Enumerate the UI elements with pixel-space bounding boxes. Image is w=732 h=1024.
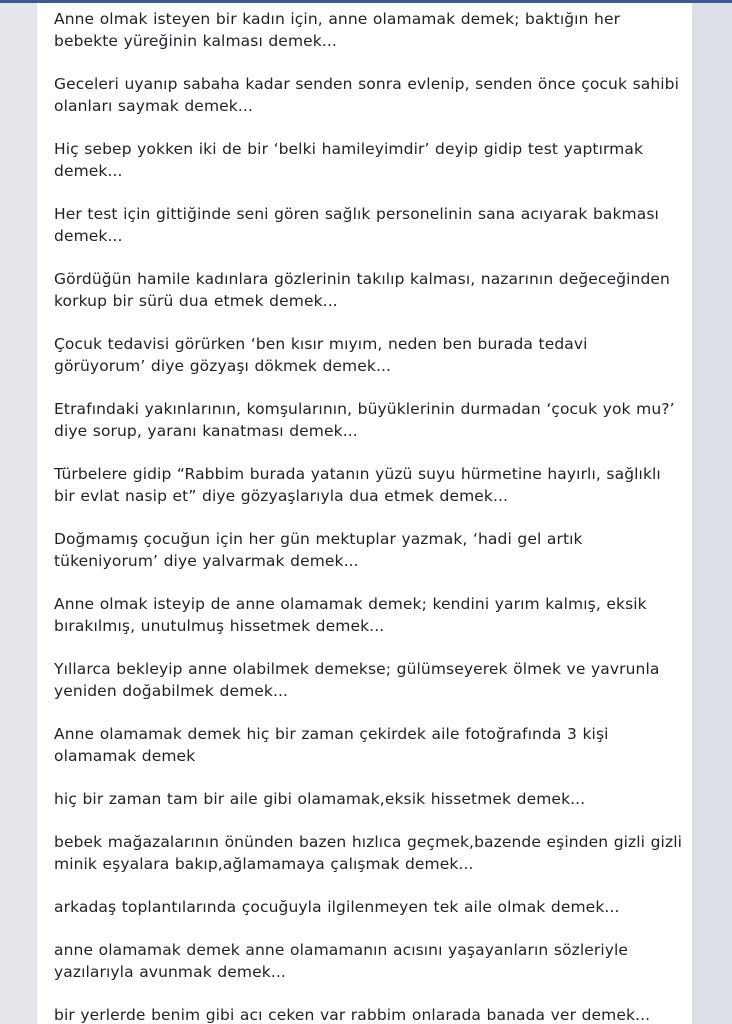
post-paragraph: Her test için gittiğinde seni gören sağlık personelinin sana acıyarak bakması demek...: [54, 205, 659, 245]
post-paragraph: Geceleri uyanıp sabaha kadar senden sonra evlenip, senden önce çocuk sahibi olanları saymak demek...: [54, 75, 680, 115]
post-paragraph: bebek mağazalarının önünden bazen hızlıca geçmek,bazende eşinden gizli gizli minik eşyalara bakıp,ağlamamaya çalışmak demek...: [54, 833, 683, 873]
left-page-margin: [0, 3, 37, 1024]
post-paragraph: Anne olmak isteyen bir kadın için, anne olamamak demek; baktığın her bebekte yüreğinin kalması demek...: [54, 10, 621, 50]
post-paragraph: Anne olamamak demek hiç bir zaman çekirdek aile fotoğrafında 3 kişi olamamak demek: [54, 725, 609, 765]
post-paragraph: Çocuk tedavisi görürken ‘ben kısır mıyım, neden ben burada tedavi görüyorum’ diye gözyaşı dökmek demek...: [54, 335, 588, 375]
post-paragraph: Türbelere gidip “Rabbim burada yatanın yüzü suyu hürmetine hayırlı, sağlıklı bir evlat nasip et” diye gözyaşlarıyla dua etmek demek...: [54, 465, 661, 505]
post-paragraph: hiç bir zaman tam bir aile gibi olamamak,eksik hissetmek demek...: [54, 790, 586, 808]
post-paragraph: Gördüğün hamile kadınlara gözlerinin takılıp kalması, nazarının değeceğinden korkup bir sürü dua etmek demek...: [54, 270, 670, 310]
post-paragraph: arkadaş toplantılarında çocuğuyla ilgilenmeyen tek aile olmak demek...: [54, 898, 620, 916]
post-paragraph: Yıllarca bekleyip anne olabilmek demekse; gülümseyerek ölmek ve yavrunla yeniden doğabilmek demek...: [54, 660, 660, 700]
post-paragraph: Hiç sebep yokken iki de bir ‘belki hamileyimdir’ deyip gidip test yaptırmak demek...: [54, 140, 644, 180]
post-paragraph: bir yerlerde benim gibi acı ceken var rabbim onlarada banada ver demek...: [54, 1006, 651, 1024]
post-body: [54, 8, 684, 1024]
post-paragraph: Anne olmak isteyip de anne olamamak demek; kendini yarım kalmış, eksik bırakılmış, unutulmuş hissetmek demek...: [54, 595, 647, 635]
post-paragraph: anne olamamak demek anne olamamanın acısını yaşayanların sözleriyle yazılarıyla avunmak demek...: [54, 941, 629, 981]
right-page-margin: [692, 3, 732, 1024]
post-paragraph: Etrafındaki yakınlarının, komşularının, büyüklerinin durmadan ‘çocuk yok mu?’ diye sorup, yaranı kanatması demek...: [54, 400, 675, 440]
post-card: [37, 3, 692, 1024]
post-paragraph: Doğmamış çocuğun için her gün mektuplar yazmak, ‘hadi gel artık tükeniyorum’ diye yalvarmak demek...: [54, 530, 583, 570]
